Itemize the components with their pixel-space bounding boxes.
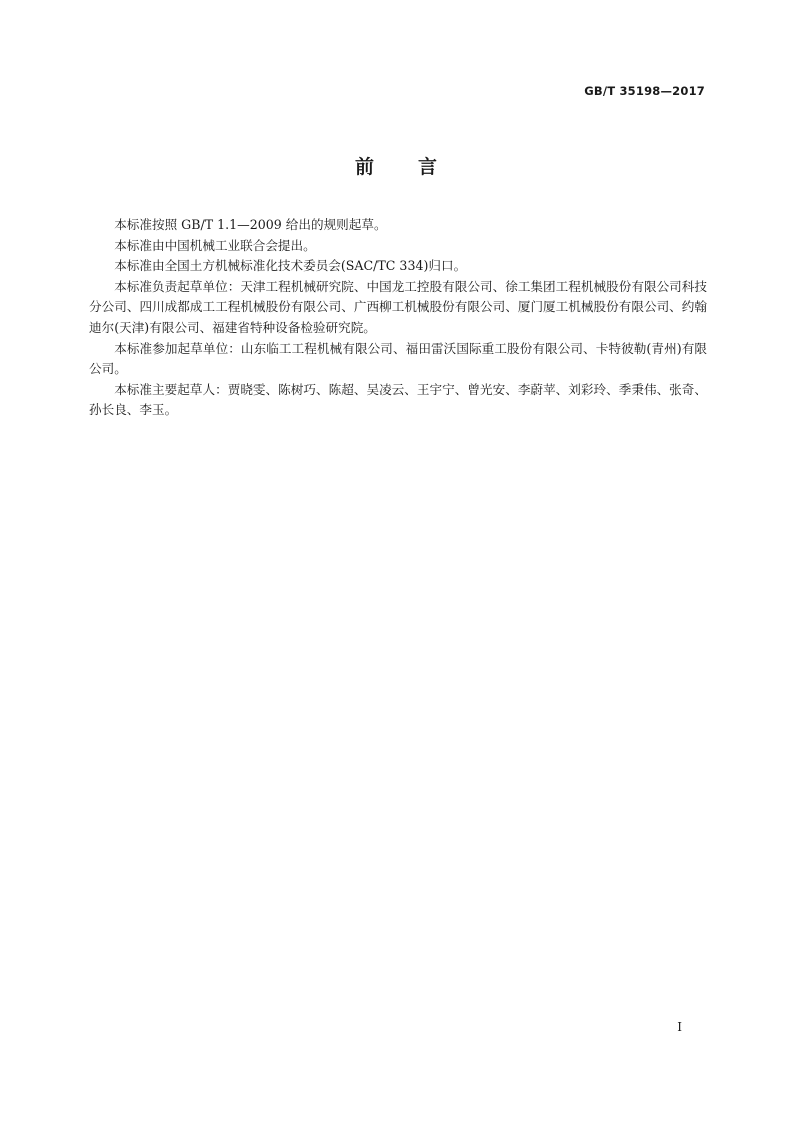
page-title-char-2: 言	[418, 156, 440, 178]
paragraph-under-jurisdiction: 本标准由全国土方机械标准化技术委员会(SAC/TC 334)归口。	[114, 258, 467, 274]
page-number: I	[677, 1020, 682, 1034]
paragraph-lead-drafting-units: 本标准负责起草单位：天津工程机械研究院、中国龙工控股有限公司、徐工集团工程机械股份有限公司科技分公司、四川成都成工工程机械股份有限公司、广西柳工机械股份有限公司、厦门厦工机械股份有限公司、约翰迪尔(天津)有限公司、福建省特种设备检验研究院。	[89, 278, 707, 335]
paragraph-main-drafters: 本标准主要起草人：贾晓雯、陈树巧、陈超、吴凌云、王宇宁、曾光安、李蔚苹、刘彩玲、季秉伟、张奇、孙长良、李玉。	[89, 381, 707, 418]
paragraph-participating-units: 本标准参加起草单位：山东临工工程机械有限公司、福田雷沃国际重工股份有限公司、卡特彼勒(青州)有限公司。	[89, 340, 707, 377]
page-title-char-1: 前	[354, 156, 376, 178]
paragraph-drafting-rules: 本标准按照 GB/T 1.1—2009 给出的规则起草。	[114, 217, 387, 232]
foreword-body	[89, 215, 707, 421]
standard-number-header: GB/T 35198—2017	[584, 84, 705, 98]
paragraph-proposed-by: 本标准由中国机械工业联合会提出。	[114, 237, 316, 253]
page-title	[0, 152, 794, 179]
